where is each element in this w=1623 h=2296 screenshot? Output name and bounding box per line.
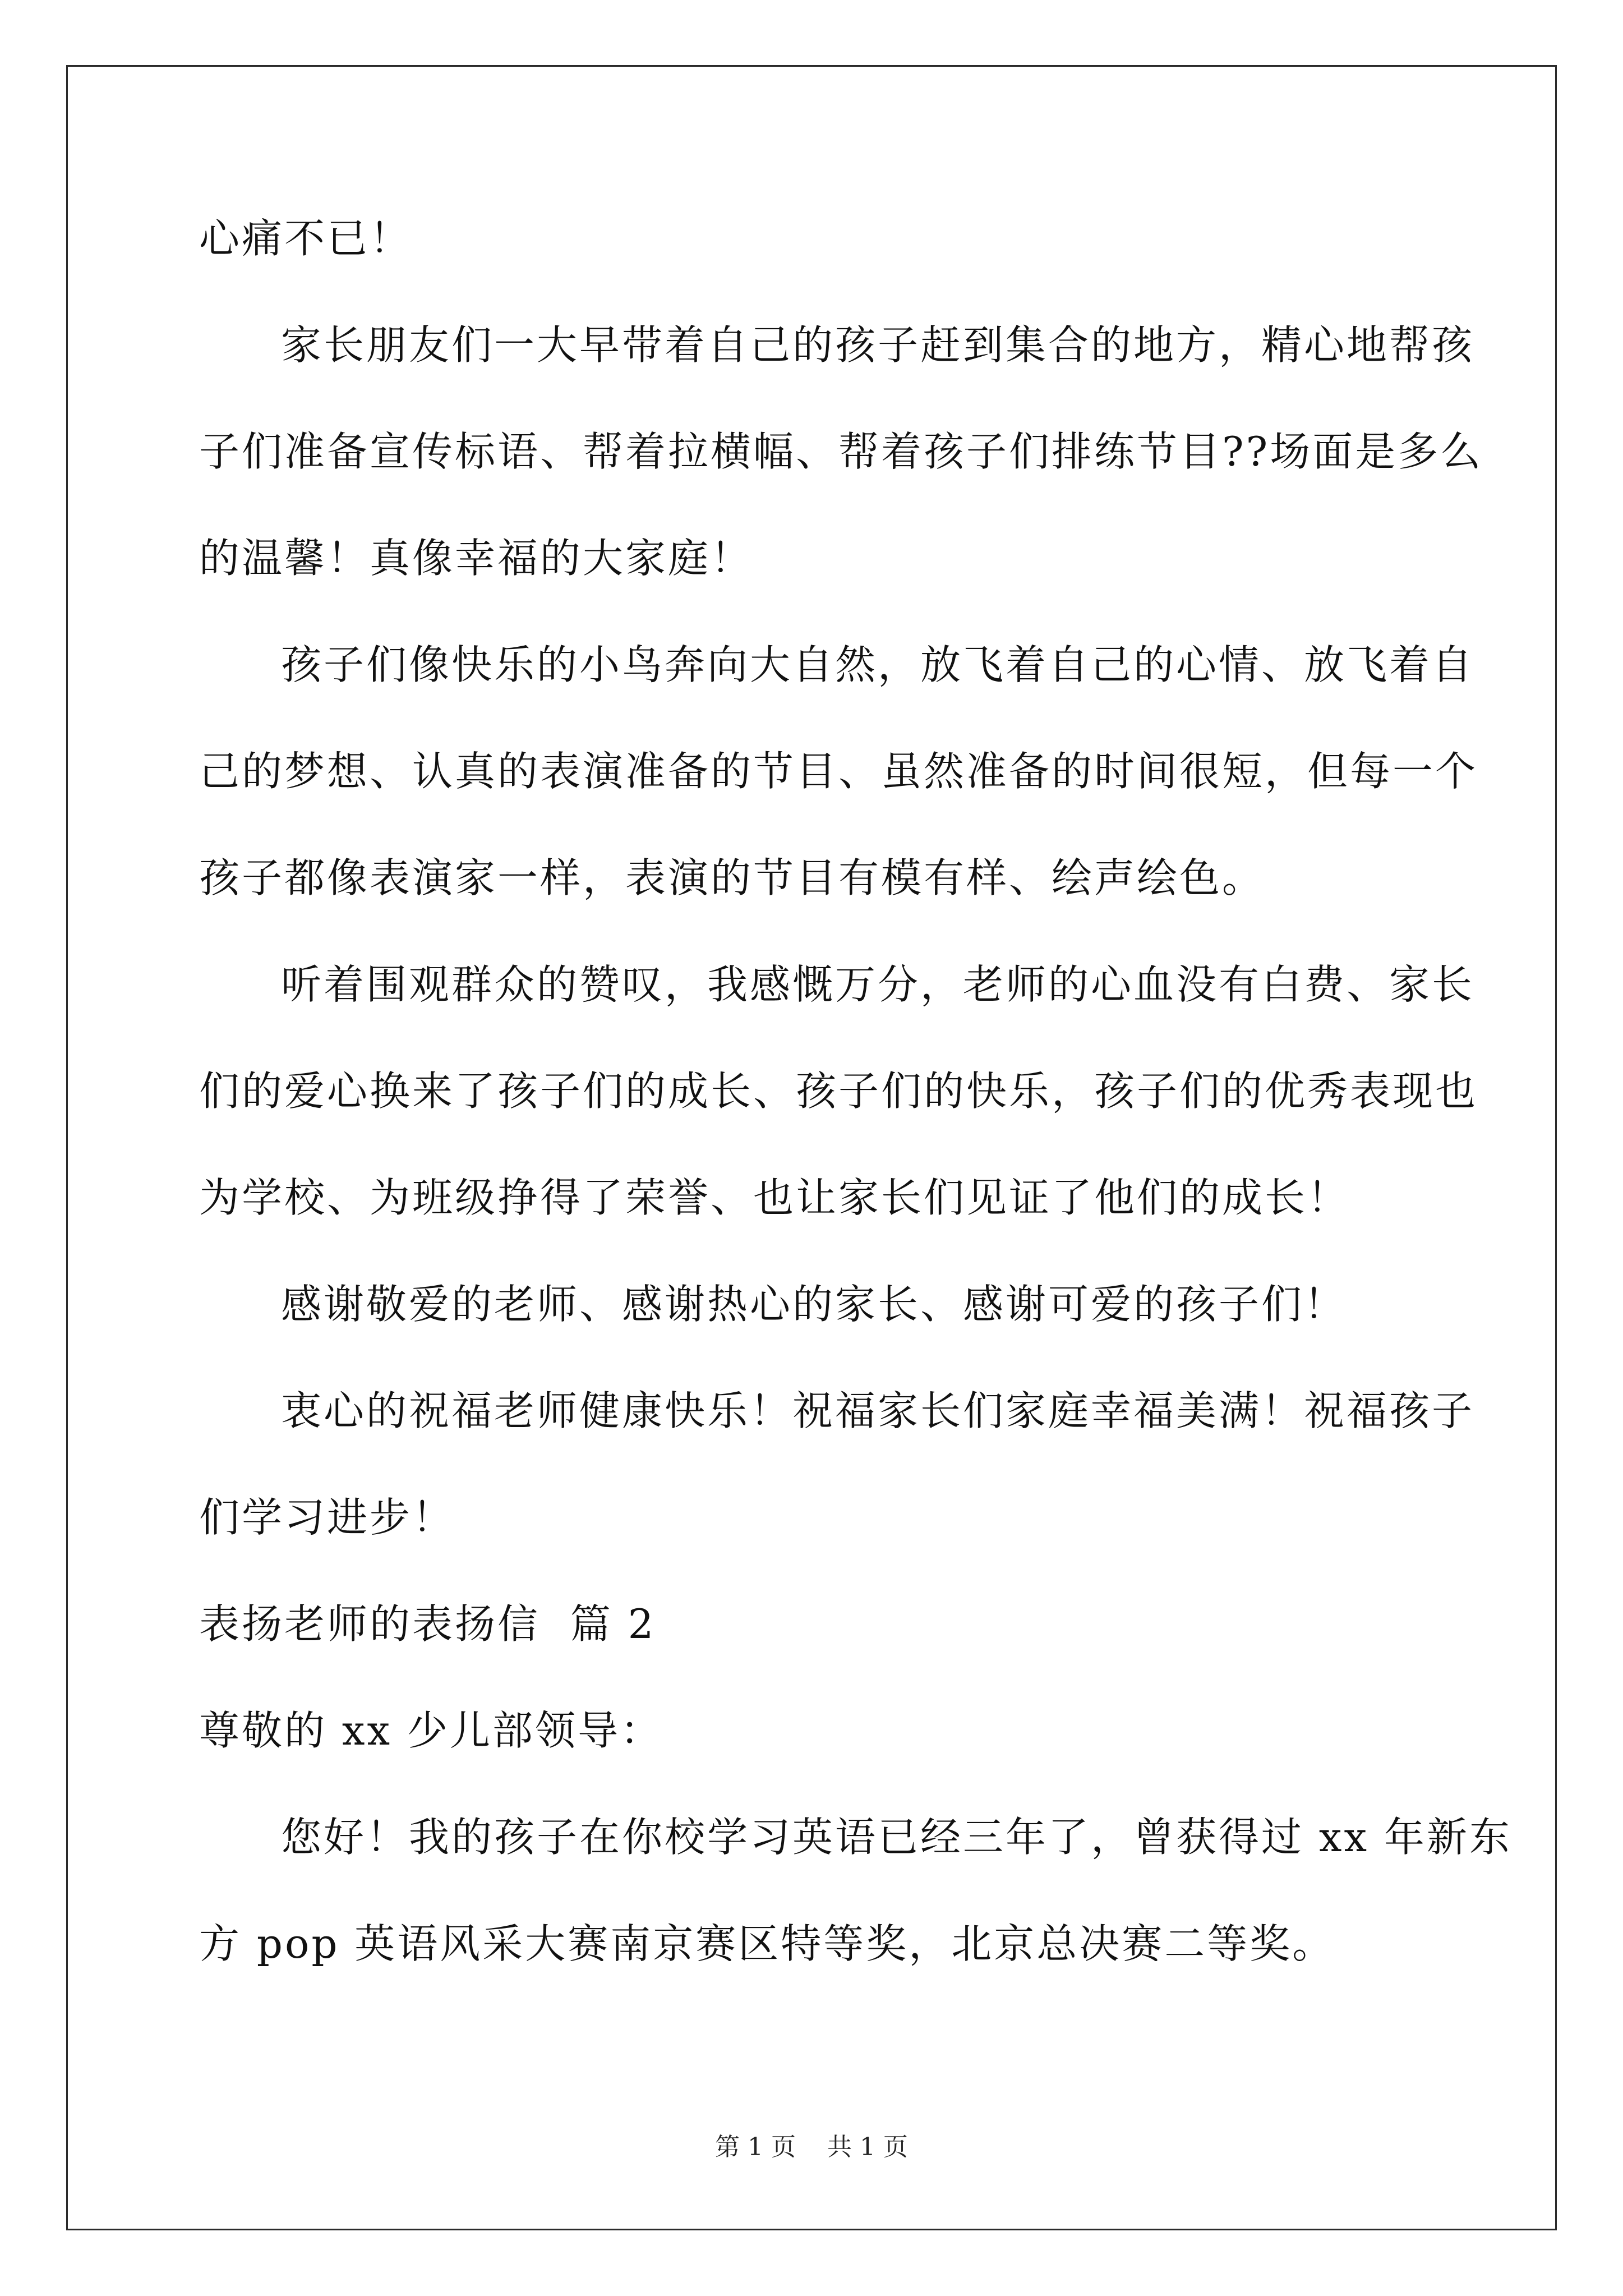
document-body xyxy=(199,213,1512,2025)
text-line-9: 们的爱心换来了孩子们的成长、孩子们的快乐，孩子们的优秀表现也 xyxy=(199,1068,1478,1115)
text-line-17: 方 pop 英语风采大赛南京赛区特等奖，北京总决赛二等奖。 xyxy=(199,1920,1335,1967)
text-line-16: 您好！我的孩子在你校学习英语已经三年了，曾获得过 xx 年新东 xyxy=(281,1814,1512,1861)
text-line-11: 感谢敬爱的老师、感谢热心的家长、感谢可爱的孩子们！ xyxy=(281,1281,1347,1328)
text-line-8: 听着围观群众的赞叹，我感慨万分，老师的心血没有白费、家长 xyxy=(281,961,1475,1008)
text-line-5: 孩子们像快乐的小鸟奔向大自然，放飞着自己的心情、放飞着自 xyxy=(281,641,1475,688)
text-line-3: 子们准备宣传标语、帮着拉横幅、帮着孩子们排练节目??场面是多么 xyxy=(199,428,1483,475)
salutation: 尊敬的 xx 少儿部领导： xyxy=(199,1707,663,1754)
text-line-6: 己的梦想、认真的表演准备的节目、虽然准备的时间很短，但每一个 xyxy=(199,748,1478,795)
text-line-2: 家长朋友们一大早带着自己的孩子赶到集合的地方，精心地帮孩 xyxy=(281,321,1475,369)
section-heading: 表扬老师的表扬信 篇 2 xyxy=(199,1600,656,1648)
text-line-12: 衷心的祝福老师健康快乐！祝福家长们家庭幸福美满！祝福孩子 xyxy=(281,1387,1475,1434)
text-line-1: 心痛不已！ xyxy=(199,215,413,262)
text-line-7: 孩子都像表演家一样，表演的节目有模有样、绘声绘色。 xyxy=(199,854,1265,901)
text-line-13: 们学习进步！ xyxy=(199,1494,455,1541)
page-footer: 第 1 页 共 1 页 xyxy=(715,2133,908,2161)
text-line-4: 的温馨！真像幸福的大家庭！ xyxy=(199,535,754,582)
text-line-10: 为学校、为班级挣得了荣誉、也让家长们见证了他们的成长！ xyxy=(199,1174,1350,1221)
